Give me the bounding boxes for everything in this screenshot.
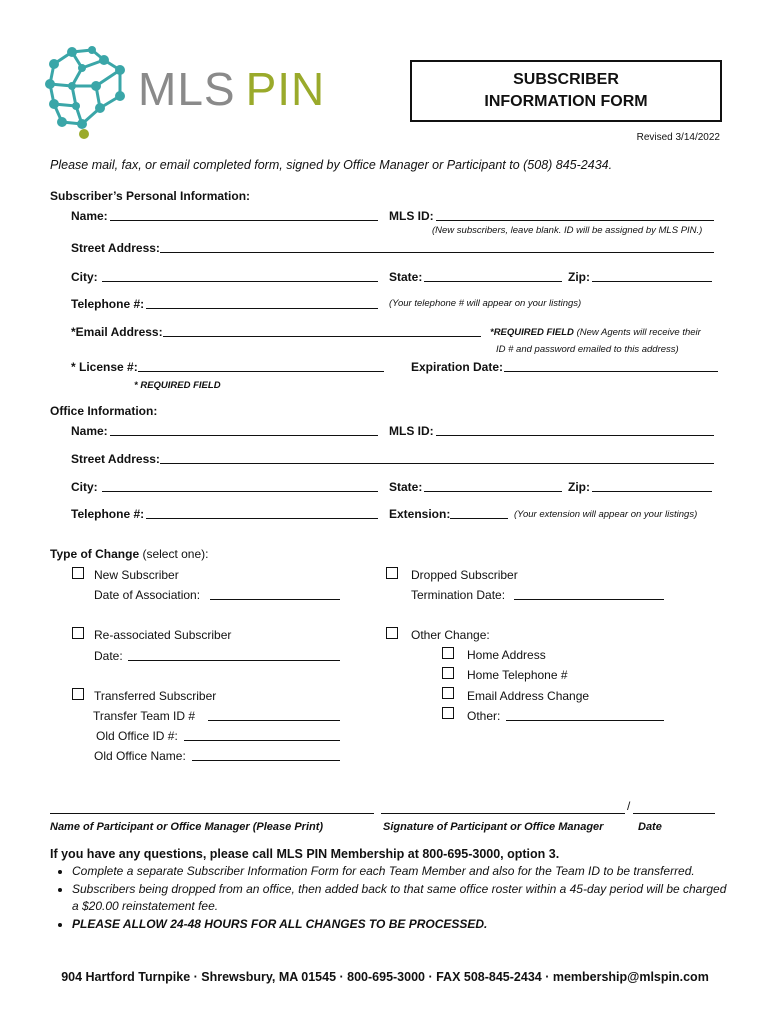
office-state-label: State: [389,480,423,494]
personal-mls-id-label: MLS ID: [389,209,434,223]
new-subscriber-label: New Subscriber [94,568,179,582]
form-title-line2: INFORMATION FORM [484,93,648,110]
office-mls-id-field[interactable] [436,423,714,436]
questions-text: If you have any questions, please call MLS PIN Membership at 800-695-3000, option 3. [50,847,560,861]
personal-email-field[interactable] [163,324,481,337]
home-telephone-label: Home Telephone # [467,668,568,682]
termination-date-field[interactable] [514,587,664,600]
form-title-box [410,60,722,122]
personal-email-label: *Email Address: [71,325,163,339]
personal-email-note [490,327,701,338]
new-subscriber-checkbox[interactable] [72,567,84,579]
print-name-field[interactable] [50,801,374,814]
office-zip-field[interactable] [592,479,712,492]
personal-state-field[interactable] [424,269,562,282]
personal-city-field[interactable] [102,269,378,282]
old-office-name-label: Old Office Name: [94,749,186,763]
office-mls-id-label: MLS ID: [389,424,434,438]
brand-mls: MLS [138,63,236,115]
personal-telephone-note: (Your telephone # will appear on your listings) [389,298,582,309]
office-telephone-field[interactable] [146,506,378,519]
date-of-association-field[interactable] [210,587,340,600]
old-office-id-label: Old Office ID #: [96,729,178,743]
change-heading-bold: Type of Change [50,547,140,561]
personal-email-note-2: ID # and password emailed to this address) [496,344,679,355]
personal-license-field[interactable] [138,359,384,372]
brand-pin: PIN [245,63,326,115]
personal-mls-id-field[interactable] [436,208,714,221]
home-address-checkbox[interactable] [442,647,454,659]
reassociated-checkbox[interactable] [72,627,84,639]
change-heading [50,547,209,561]
personal-heading: Subscriber’s Personal Information: [50,189,251,203]
transfer-team-field[interactable] [208,708,340,721]
transferred-checkbox[interactable] [72,688,84,700]
reassociated-label: Re-associated Subscriber [94,628,232,642]
personal-name-label: Name: [71,209,108,223]
email-change-checkbox[interactable] [442,687,454,699]
date-of-association-label: Date of Association: [94,588,201,602]
other-label: Other: [467,709,501,723]
other-change-label: Other Change: [411,628,490,642]
office-street-label: Street Address: [71,452,160,466]
office-street-field[interactable] [160,451,714,464]
old-office-id-field[interactable] [184,728,340,741]
personal-telephone-field[interactable] [146,296,378,309]
signature-date-label: Date [638,821,662,833]
signature-field[interactable] [381,801,625,814]
personal-state-label: State: [389,270,423,284]
email-required-bold: *REQUIRED FIELD [490,327,574,338]
office-extension-note: (Your extension will appear on your listings) [514,509,698,520]
note-item: • PLEASE ALLOW 24-48 HOURS FOR ALL CHANGES TO BE PROCESSED. [72,916,730,933]
office-telephone-label: Telephone #: [71,507,145,521]
other-checkbox[interactable] [442,707,454,719]
office-city-label: City: [71,480,98,494]
instructions: Please mail, fax, or email completed form, signed by Office Manager or Participant to (508) 845-2434. [50,158,613,172]
reassociated-date-label: Date: [94,649,123,663]
home-telephone-checkbox[interactable] [442,667,454,679]
termination-date-label: Termination Date: [411,588,506,602]
email-change-label: Email Address Change [467,689,590,703]
transfer-team-label: Transfer Team ID # [93,709,196,723]
personal-zip-label: Zip: [568,270,590,284]
office-city-field[interactable] [102,479,378,492]
footer-contact: 904 Hartford Turnpike · Shrewsbury, MA 01545 · 800-695-3000 · FAX 508-845-2434 · membership@mlspin.com [61,970,709,984]
personal-telephone-label: Telephone #: [71,297,145,311]
dropped-subscriber-checkbox[interactable] [386,567,398,579]
transferred-label: Transferred Subscriber [94,689,217,703]
office-name-label: Name: [71,424,108,438]
other-change-checkbox[interactable] [386,627,398,639]
date-slash: / [627,799,631,813]
personal-street-field[interactable] [160,240,714,253]
personal-mls-id-note: (New subscribers, leave blank. ID will be assigned by MLS PIN.) [432,225,703,236]
home-address-label: Home Address [467,648,546,662]
change-heading-note: (select one): [139,547,209,561]
notes-list [50,863,730,934]
personal-expiration-field[interactable] [504,359,718,372]
personal-name-field[interactable] [110,208,378,221]
form-title-line1: SUBSCRIBER [513,71,619,88]
personal-zip-field[interactable] [592,269,712,282]
other-field[interactable] [506,708,664,721]
note-item: • Complete a separate Subscriber Information Form for each Team Member and also for the Team ID to be transferred. [72,863,730,880]
old-office-name-field[interactable] [192,748,340,761]
personal-street-label: Street Address: [71,241,160,255]
office-extension-label: Extension: [389,507,451,521]
dropped-subscriber-label: Dropped Subscriber [411,568,518,582]
personal-city-label: City: [71,270,98,284]
signature-label: Signature of Participant or Office Manager [383,821,604,833]
personal-license-label: * License #: [71,360,138,374]
office-heading: Office Information: [50,404,158,418]
office-zip-label: Zip: [568,480,590,494]
logo [42,42,342,142]
personal-expiration-label: Expiration Date: [411,360,504,374]
signature-date-field[interactable] [633,801,715,814]
print-name-label: Name of Participant or Office Manager (Please Print) [50,821,324,833]
office-extension-field[interactable] [450,506,508,519]
note-item: • Subscribers being dropped from an office, then added back to that same office roster within a 45-day period will be charged a $20.00 reinstatement fee. [72,881,730,915]
email-note-1: (New Agents will receive their [573,327,701,338]
network-molecule-icon [42,42,132,142]
reassociated-date-field[interactable] [128,648,340,661]
required-field-note: * REQUIRED FIELD [134,380,221,391]
revised-date: Revised 3/14/2022 [636,132,720,143]
office-name-field[interactable] [110,423,378,436]
office-state-field[interactable] [424,479,562,492]
